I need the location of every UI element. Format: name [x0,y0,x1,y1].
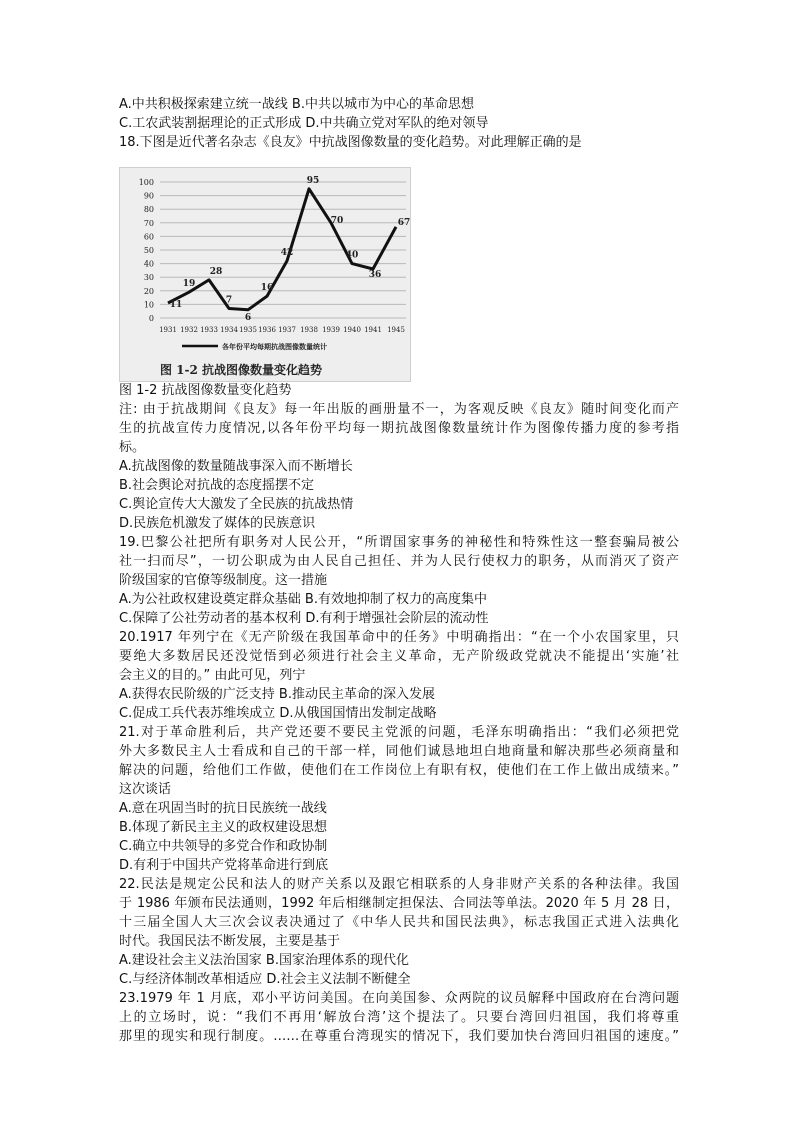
q18-note-line-2: 生的抗战宣传力度情况,以各年份平均每一期抗战图像数量统计作为图像传播力度的参考指 [119,421,679,436]
y-tick-label: 60 [143,232,154,242]
q21-stem-line-2: 外大多数民主人士看成和自己的干部一样，同他们诚恳地坦白地商量和解决那些必须商量和 [119,744,679,759]
y-tick-label: 70 [143,218,154,228]
q22-stem-line-1: 22.民法是规定公民和法人的财产关系以及跟它相联系的人身非财产关系的各种法律。我国 [119,877,679,892]
y-tick-label: 20 [143,286,154,296]
q19-stem-line-1: 19.巴黎公社把所有职务对人民公开，“所谓国家事务的神秘性和特殊性这一整套骗局被公 [119,535,679,550]
q18-option-b: B.社会舆论对抗战的态度摇摆不定 [119,478,315,493]
data-label: 7 [225,295,233,306]
data-label: 42 [280,247,294,258]
q18-caption-below: 图 1-2 抗战图像数量变化趋势 [119,383,292,398]
x-tick-label: 1945 [387,326,405,334]
q22-option-line-ab: A.建设社会主义法治国家 B.国家治理体系的现代化 [119,953,409,968]
q21-stem-line-4: 这次谈话 [119,782,172,797]
x-tick-label: 1937 [278,326,296,334]
y-tick-label: 50 [143,246,154,255]
y-tick-label: 80 [143,205,154,215]
y-tick-label: 100 [138,178,154,187]
q21-option-d: D.有利于中国共产党将革命进行到底 [119,858,329,873]
y-tick-labels [139,178,154,323]
data-labels [170,176,410,323]
x-tick-label: 1940 [343,326,361,334]
y-tick-label: 40 [143,259,154,269]
q18-option-d: D.民族危机激发了媒体的民族意识 [119,516,316,531]
data-label: 19 [182,279,196,290]
q19-stem-line-3: 阶级国家的官僚等级制度。这一措施 [119,573,328,588]
x-tick-label: 1933 [200,326,218,334]
q19-stem-line-2: 社一扫而尽”，一切公职成为由人民自己担任、并为人民行使权力的职务，从而消灭了资产 [119,554,679,569]
line-chart [120,168,410,381]
q21-option-b: B.体现了新民主主义的政权建设思想 [119,820,328,835]
y-tick-label: 0 [148,314,154,323]
data-label: 70 [330,215,344,226]
q19-option-line-ab: A.为公社政权建设奠定群众基础 B.有效地抑制了权力的高度集中 [119,592,487,607]
q18-figure [119,167,411,382]
q20-stem-line-3: 会主义的目的。” 由此可见，列宁 [119,668,306,683]
x-tick-label: 1934 [220,326,238,334]
data-label: 11 [169,300,183,311]
legend-label: 各年份平均每期抗战图像数量统计 [222,342,327,351]
q22-stem-line-2: 于 1986 年颁布民法通则，1992 年后相继制定担保法、合同法等单法。2020 年 5 月 28 日， [119,896,679,911]
q23-stem-line-2: 上的立场时，说：“我们不再用‘解放台湾’这个提法了。只要台湾回归祖国，我们将尊重 [119,1010,679,1025]
q17-option-line-cd: C.工农武装割据理论的正式形成 D.中共确立党对军队的绝对领导 [119,116,489,131]
q20-stem-line-1: 20.1917 年列宁在《无产阶级在我国革命中的任务》中明确指出：“在一个小农国家里，只 [119,630,679,645]
data-label: 6 [244,312,252,323]
y-tick-label: 10 [143,300,154,310]
x-tick-label: 1936 [258,326,276,334]
q22-option-line-cd: C.与经济体制改革相适应 D.社会主义法制不断健全 [119,972,411,987]
data-label: 36 [368,270,382,281]
x-tick-label: 1931 [159,326,177,334]
q23-stem-line-3: 那里的现实和现行制度。……在尊重台湾现实的情况下，我们要加快台湾回归祖国的速度。” [119,1029,679,1044]
y-tick-label: 30 [143,273,154,283]
x-tick-label: 1938 [300,326,318,334]
q21-stem-line-1: 21.对于革命胜利后，共产党还要不要民主党派的问题，毛泽东明确指出：“我们必须把党 [119,725,679,740]
x-tick-labels [159,326,405,334]
y-tick-label: 90 [143,191,154,201]
q21-option-a: A.意在巩固当时的抗日民族统一战线 [119,801,327,816]
q23-stem-line-1: 23.1979 年 1 月底，邓小平访问美国。在向美国参、众两院的议员解释中国政府在台湾问题 [119,991,679,1006]
q19-option-line-cd: C.保障了公社劳动者的基本权利 D.有利于增强社会阶层的流动性 [119,611,489,626]
data-label: 40 [345,250,359,261]
data-label: 28 [209,266,223,277]
data-label: 67 [397,217,410,228]
q20-option-line-ab: A.获得农民阶级的广泛支持 B.推动民主革命的深入发展 [119,687,435,702]
x-tick-label: 1939 [322,326,340,334]
q20-option-line-cd: C.促成工兵代表苏维埃成立 D.从俄国国情出发制定战略 [119,706,437,721]
q17-option-line-ab: A.中共积极探索建立统一战线 B.中共以城市为中心的革命思想 [119,97,474,112]
x-tick-label: 1941 [364,326,382,334]
q21-stem-line-3: 解决的问题，给他们工作做，使他们在工作岗位上有职有权，使他们在工作上做出成绩来。” [119,763,679,778]
q18-note-line-3: 标。 [119,440,146,455]
q18-option-c: C.舆论宣传大大激发了全民族的抗战热情 [119,497,354,512]
q18-option-a: A.抗战图像的数量随战事深入而不断增长 [119,459,353,474]
q18-note-line-1: 注: 由于抗战期间《良友》每一年出版的画册量不一，为客观反映《良友》随时间变化而产 [119,402,679,417]
x-tick-label: 1935 [239,326,257,334]
figure-caption: 图 1-2 抗战图像数量变化趋势 [160,363,323,377]
q20-stem-line-2: 要绝大多数居民还没觉悟到必须进行社会主义革命，无产阶级政党就决不能提出‘实施’社 [119,649,679,664]
q22-stem-line-4: 时代。我国民法不断发展，主要是基于 [119,934,341,949]
q22-stem-line-3: 十三届全国人大三次会议表决通过了《中华人民共和国民法典》，标志我国正式进入法典化 [119,915,679,930]
x-tick-label: 1932 [180,326,198,334]
data-label: 16 [260,283,274,294]
data-label: 95 [306,175,320,186]
q18-stem: 18.下图是近代著名杂志《良友》中抗战图像数量的变化趋势。对此理解正确的是 [119,135,582,150]
q21-option-c: C.确立中共领导的多党合作和政协制 [119,839,328,854]
